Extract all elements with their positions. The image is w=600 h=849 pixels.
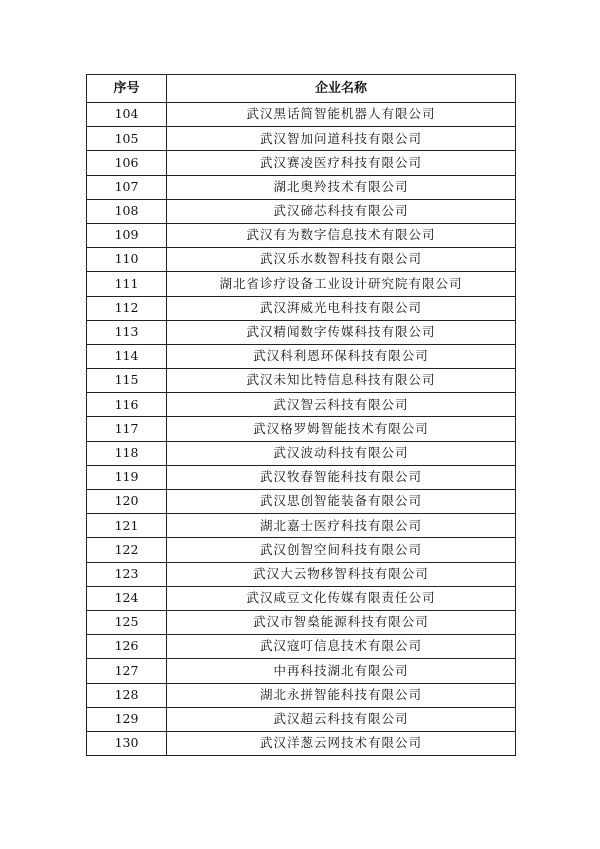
table-row: [87, 393, 516, 417]
row-index: 108: [87, 199, 167, 223]
index-column-header: 序号: [87, 75, 167, 103]
table-row: [87, 635, 516, 659]
row-index: 119: [87, 465, 167, 489]
table-header-row: [87, 75, 516, 103]
company-name: 湖北永拼智能科技有限公司: [167, 683, 516, 707]
row-index: 107: [87, 175, 167, 199]
company-name: 武汉洋葱云网技术有限公司: [167, 731, 516, 755]
company-name: 武汉精闻数字传媒科技有限公司: [167, 320, 516, 344]
company-name: 湖北奥羚技术有限公司: [167, 175, 516, 199]
row-index: 106: [87, 151, 167, 175]
table-row: [87, 707, 516, 731]
row-index: 125: [87, 610, 167, 634]
table-row: [87, 344, 516, 368]
table-row: [87, 223, 516, 247]
company-name: 武汉大云物移智科技有限公司: [167, 562, 516, 586]
row-index: 109: [87, 223, 167, 247]
row-index: 110: [87, 248, 167, 272]
table-row: [87, 127, 516, 151]
row-index: 111: [87, 272, 167, 296]
company-name: 武汉智加问道科技有限公司: [167, 127, 516, 151]
row-index: 117: [87, 417, 167, 441]
name-column-header: 企业名称: [167, 75, 516, 103]
company-name: 武汉乐水数智科技有限公司: [167, 248, 516, 272]
company-name: 武汉智云科技有限公司: [167, 393, 516, 417]
table-row: [87, 490, 516, 514]
table-row: [87, 514, 516, 538]
table-body: [87, 103, 516, 756]
company-name: 武汉湃威光电科技有限公司: [167, 296, 516, 320]
table-row: [87, 731, 516, 755]
row-index: 112: [87, 296, 167, 320]
row-index: 121: [87, 514, 167, 538]
row-index: 105: [87, 127, 167, 151]
company-name: 武汉咸豆文化传媒有限责任公司: [167, 586, 516, 610]
row-index: 130: [87, 731, 167, 755]
company-name: 武汉有为数字信息技术有限公司: [167, 223, 516, 247]
company-name: 湖北省诊疗设备工业设计研究院有限公司: [167, 272, 516, 296]
row-index: 127: [87, 659, 167, 683]
row-index: 128: [87, 683, 167, 707]
row-index: 118: [87, 441, 167, 465]
table-row: [87, 248, 516, 272]
row-index: 129: [87, 707, 167, 731]
table-row: [87, 151, 516, 175]
table-row: [87, 272, 516, 296]
table-row: [87, 465, 516, 489]
table-row: [87, 562, 516, 586]
row-index: 124: [87, 586, 167, 610]
company-name: 武汉科利恩环保科技有限公司: [167, 344, 516, 368]
table-row: [87, 103, 516, 127]
enterprise-table: [86, 74, 516, 756]
company-name: 武汉牧春智能科技有限公司: [167, 465, 516, 489]
row-index: 126: [87, 635, 167, 659]
table-row: [87, 199, 516, 223]
company-name: 武汉思创智能装备有限公司: [167, 490, 516, 514]
table-row: [87, 586, 516, 610]
table-row: [87, 659, 516, 683]
row-index: 113: [87, 320, 167, 344]
row-index: 120: [87, 490, 167, 514]
row-index: 123: [87, 562, 167, 586]
table-row: [87, 417, 516, 441]
company-name: 武汉碲芯科技有限公司: [167, 199, 516, 223]
row-index: 115: [87, 369, 167, 393]
company-name: 武汉市智燊能源科技有限公司: [167, 610, 516, 634]
table-row: [87, 538, 516, 562]
company-name: 武汉黑话简智能机器人有限公司: [167, 103, 516, 127]
row-index: 104: [87, 103, 167, 127]
table-row: [87, 369, 516, 393]
company-name: 武汉超云科技有限公司: [167, 707, 516, 731]
row-index: 114: [87, 344, 167, 368]
company-name: 武汉未知比特信息科技有限公司: [167, 369, 516, 393]
row-index: 122: [87, 538, 167, 562]
table-row: [87, 296, 516, 320]
company-name: 武汉格罗姆智能技术有限公司: [167, 417, 516, 441]
company-name: 湖北嘉士医疗科技有限公司: [167, 514, 516, 538]
company-name: 武汉创智空间科技有限公司: [167, 538, 516, 562]
company-name: 武汉波动科技有限公司: [167, 441, 516, 465]
company-name: 武汉赛凌医疗科技有限公司: [167, 151, 516, 175]
table-row: [87, 441, 516, 465]
company-name: 中再科技湖北有限公司: [167, 659, 516, 683]
table-row: [87, 610, 516, 634]
company-name: 武汉寇叮信息技术有限公司: [167, 635, 516, 659]
table-row: [87, 175, 516, 199]
table-row: [87, 320, 516, 344]
table-row: [87, 683, 516, 707]
row-index: 116: [87, 393, 167, 417]
